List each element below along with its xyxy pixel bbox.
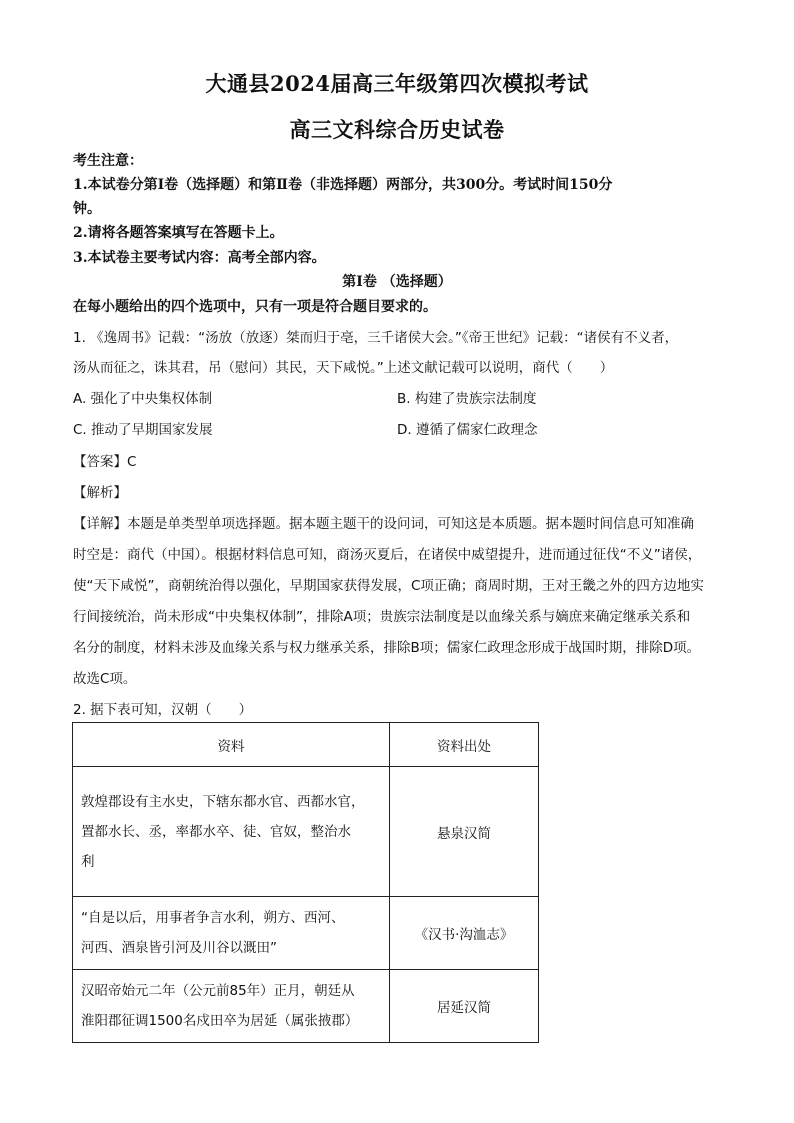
exam-title: 大通县2024届高三年级第四次模拟考试 (205, 71, 589, 96)
material-line: 淮阳郡征调1500名戍田卒为居延（属张掖郡） (81, 1013, 359, 1029)
exam-subtitle: 高三文科综合历史试卷 (289, 117, 505, 142)
source-cell: 悬泉汉简 (390, 767, 539, 897)
section-instruction: 在每小题给出的四个选项中，只有一项是符合题目要求的。 (73, 299, 437, 315)
table-header-row (73, 723, 539, 767)
q1-option-b: B. 构建了贵族宗法制度 (397, 391, 537, 407)
q1-option-a: A. 强化了中央集权体制 (73, 391, 213, 407)
source-cell: 《汉书·沟洫志》 (390, 897, 539, 970)
q1-stem-line-2: 汤从而征之，诛其君，吊（慰问）其民，天下咸悦。”上述文献记载可以说明，商代（ ） (73, 360, 614, 376)
notice-heading: 考生注意： (73, 153, 143, 169)
material-line: 敦煌郡设有主水史，下辖东都水官、西都水官， (81, 793, 365, 810)
q1-stem-line-1: 1. 《逸周书》记载：“汤放（放逐）桀而归于亳，三千诸侯大会。”《帝王世纪》记载：“诸侯有不义者， (73, 330, 679, 346)
header-material: 资料 (73, 723, 390, 767)
q1-detail-line-5: 名分的制度，材料未涉及血缘关系与权力继承关系，排除B项；儒家仁政理念形成于战国时期，排除D项。 (73, 640, 701, 656)
notice-item-2: 2.请将各题答案填写在答题卡上。 (73, 225, 284, 241)
notice-item-1-cont: 钟。 (73, 201, 101, 217)
detail-text-1: 本题是单类型单项选择题。据本题主题干的设问词，可知这是本质题。据本题时间信息可知准确 (127, 516, 694, 532)
material-line: 利 (81, 853, 95, 870)
material-line: “自是以后，用事者争言水利，朔方、西河、 (81, 910, 345, 926)
q2-stem: 2. 据下表可知，汉朝（ ） (73, 702, 253, 718)
material-line: 汉昭帝始元二年（公元前85年）正月，朝廷从 (81, 983, 355, 999)
notice-item-1: 1.本试卷分第Ⅰ卷（选择题）和第Ⅱ卷（非选择题）两部分，共300分。考试时间150分 (73, 177, 613, 193)
q1-detail-line-2: 时空是：商代（中国）。根据材料信息可知，商汤灭夏后，在诸侯中威望提升，进而通过征伐“不义”诸侯， (73, 547, 702, 563)
material-cell (73, 767, 390, 897)
material-cell (73, 897, 390, 970)
table-row (73, 970, 539, 1043)
section-title: 第Ⅰ卷 （选择题） (342, 274, 452, 290)
q1-detail-line-3: 使“天下咸悦”，商朝统治得以强化，早期国家获得发展，C项正确；商周时期，王对王畿之外的四方边地实 (73, 578, 704, 594)
table-row (73, 897, 539, 970)
notice-item-3: 3.本试卷主要考试内容：高考全部内容。 (73, 250, 326, 266)
detail-tag: 【详解】 (73, 516, 127, 532)
table-row (73, 767, 539, 897)
material-line: 置都水长、丞，率都水卒、徒、官奴，整治水 (81, 823, 351, 840)
q1-analysis-tag: 【解析】 (73, 485, 127, 501)
material-line: 河西、酒泉皆引河及川谷以溉田” (81, 940, 277, 956)
answer-value: C (127, 454, 137, 470)
header-source: 资料出处 (390, 723, 539, 767)
source-cell: 居延汉简 (390, 970, 539, 1043)
q1-answer (73, 450, 136, 470)
q1-option-d: D. 遵循了儒家仁政理念 (397, 422, 538, 438)
q2-source-table (72, 722, 539, 1043)
q1-detail-line-1 (73, 512, 694, 532)
q1-option-c: C. 推动了早期国家发展 (73, 422, 213, 438)
q1-detail-line-6: 故选C项。 (73, 671, 137, 687)
answer-tag: 【答案】 (73, 454, 127, 470)
material-cell (73, 970, 390, 1043)
q1-detail-line-4: 行间接统治，尚未形成“中央集权体制”，排除A项；贵族宗法制度是以血缘关系与嫡庶来确定继承关系和 (73, 609, 691, 625)
